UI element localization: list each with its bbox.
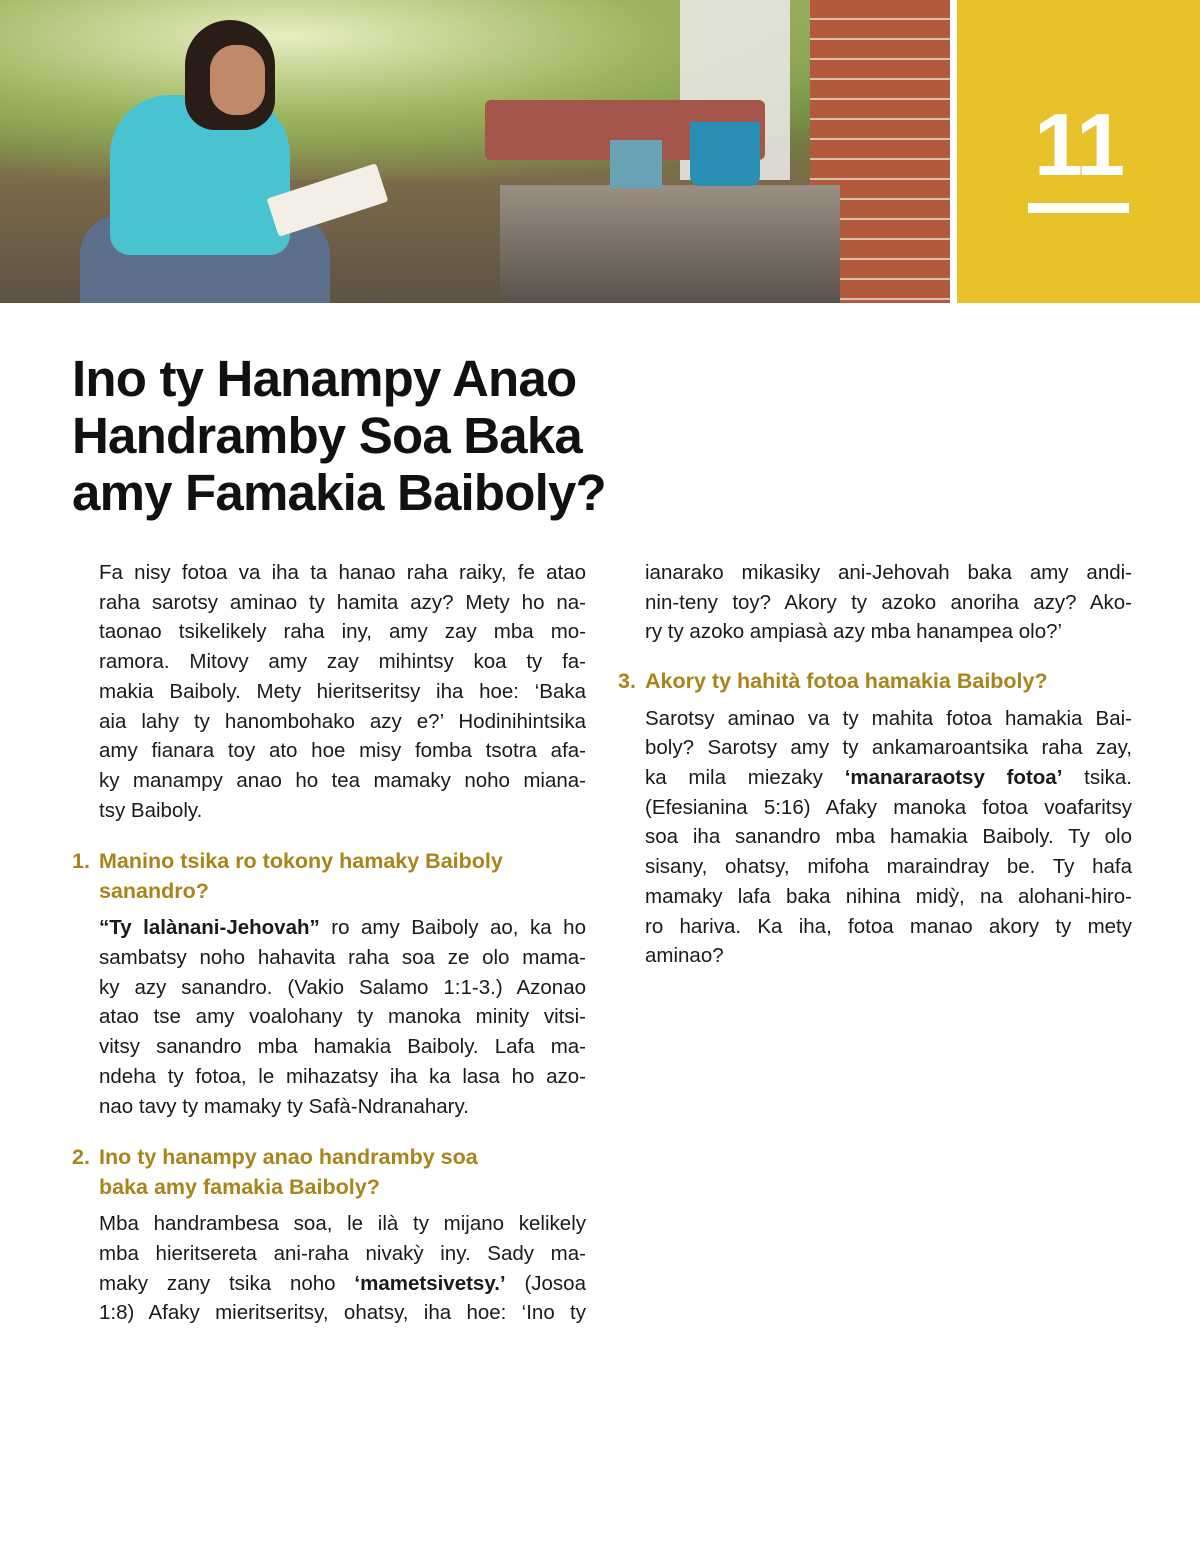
text-line: boly? Sarotsy amy ty ankamaroantsika raha zay, xyxy=(645,736,1132,760)
chapter-number-box xyxy=(957,0,1200,303)
text-line xyxy=(99,913,586,943)
question-line: Akory ty hahità fotoa hamakia Baiboly? xyxy=(645,669,1048,694)
text-line: sisany, ohatsy, mifoha maraindray be. Ty hafa xyxy=(645,855,1132,879)
question-number: 1. xyxy=(72,849,90,874)
text-line: aia lahy ty hanombohako azy e?’ Hodinihintsika xyxy=(99,709,586,733)
text-line: sambatsy noho hahavita raha soa ze olo mama- xyxy=(99,946,586,970)
question-line: baka amy famakia Baiboly? xyxy=(99,1174,380,1199)
chapter-photo-woman-reading-bible xyxy=(0,0,950,303)
question-1 xyxy=(72,847,586,906)
question-line: Manino tsika ro tokony hamaky Baiboly xyxy=(99,849,503,874)
question-2 xyxy=(72,1143,586,1202)
text-line: ianarako mikasiky ani-Jehovah baka amy andi- xyxy=(645,561,1132,584)
title-line: Handramby Soa Baka xyxy=(72,407,582,464)
bucket xyxy=(610,140,662,188)
text-segment: ro amy Baiboly ao, ka ho xyxy=(319,916,586,940)
text-line: Sarotsy aminao va ty mahita fotoa hamakia Bai- xyxy=(645,706,1132,730)
text-line: tsy Baiboly. xyxy=(99,798,203,822)
text-line: mba hieritsereta ani-raha nivakỳ iny. Sady ma- xyxy=(99,1241,586,1265)
answer-paragraph-3 xyxy=(645,704,1132,971)
page-title xyxy=(72,350,606,521)
chapter-underline xyxy=(1028,203,1129,213)
answer-paragraph-2-continued xyxy=(645,558,1132,647)
text-segment: (Josoa xyxy=(505,1271,586,1295)
text-line: 1:8) Afaky mieritseritsy, ohatsy, iha hoe: ‘Ino ty xyxy=(99,1301,586,1325)
text-line: soa iha sanandro mba hamakia Baiboly. Ty olo xyxy=(645,825,1132,849)
text-line: ndeha ty fotoa, le mihazatsy iha ka lasa ho azo- xyxy=(99,1064,586,1088)
column-right xyxy=(618,558,1132,971)
chapter-number: 11 xyxy=(1033,95,1124,194)
text-segment: maky zany tsika noho xyxy=(99,1271,355,1295)
text-line xyxy=(99,1269,586,1299)
bucket xyxy=(690,122,760,186)
title-line: Ino ty Hanampy Anao xyxy=(72,350,577,407)
column-left xyxy=(72,558,586,1328)
text-line: ry ty azoko ampiasà azy mba hanampea olo?’ xyxy=(645,620,1063,644)
text-line: ky manampy anao ho tea mamaky noho miana- xyxy=(99,768,586,792)
text-line: raha sarotsy aminao ty hamita azy? Mety ho na- xyxy=(99,590,586,614)
bold-phrase: “Ty lalànani-Jehovah” xyxy=(99,916,320,940)
stone-washstand xyxy=(500,185,840,303)
bold-phrase: ‘mametsivetsy.’ xyxy=(354,1271,506,1295)
bold-phrase: ‘manararaotsy fotoa’ xyxy=(844,766,1063,790)
text-line: ramora. Mitovy amy zay mihintsy koa ty fa- xyxy=(99,650,586,674)
text-line: amy fianara toy ato hoe misy fomba tsotra afa- xyxy=(99,739,586,763)
text-line: mamaky lafa baka nihina midỳ, na alohani-hiro- xyxy=(645,884,1132,908)
text-line: vitsy sanandro mba hamakia Baiboly. Lafa ma- xyxy=(99,1035,586,1059)
intro-paragraph xyxy=(99,558,586,825)
question-line: sanandro? xyxy=(99,878,209,903)
text-segment: tsika. xyxy=(1062,766,1132,790)
answer-paragraph-1 xyxy=(99,913,586,1121)
text-line: Fa nisy fotoa va iha ta hanao raha raiky, fe atao xyxy=(99,561,586,584)
text-line: Mba handrambesa soa, le ilà ty mijano kelikely xyxy=(99,1212,586,1236)
text-segment: ka mila miezaky xyxy=(645,766,845,790)
question-number: 3. xyxy=(618,669,636,694)
text-line: ky azy sanandro. (Vakio Salamo 1:1-3.) Azonao xyxy=(99,975,586,999)
text-line xyxy=(645,763,1132,793)
text-line: makia Baiboly. Mety hieritseritsy iha hoe: ‘Baka xyxy=(99,679,586,703)
text-line: nao tavy ty mamaky ty Safà-Ndranahary. xyxy=(99,1094,469,1118)
answer-paragraph-2 xyxy=(99,1209,586,1328)
woman-face xyxy=(210,45,265,115)
question-number: 2. xyxy=(72,1145,90,1170)
text-line: nin-teny toy? Akory ty azoko anoriha azy? Ako- xyxy=(645,590,1132,614)
text-line: ro hariva. Ka iha, fotoa manao akory ty mety xyxy=(645,914,1132,938)
text-line: aminao? xyxy=(645,944,724,968)
question-3 xyxy=(618,667,1132,697)
text-line: atao tse amy voalohany ty manoka minity vitsi- xyxy=(99,1005,586,1029)
text-line: (Efesianina 5:16) Afaky manoka fotoa voafaritsy xyxy=(645,795,1132,819)
question-line: Ino ty hanampy anao handramby soa xyxy=(99,1145,478,1170)
title-line: amy Famakia Baiboly? xyxy=(72,464,606,521)
text-line: taonao tsikelikely raha iny, amy zay mba mo- xyxy=(99,620,586,644)
